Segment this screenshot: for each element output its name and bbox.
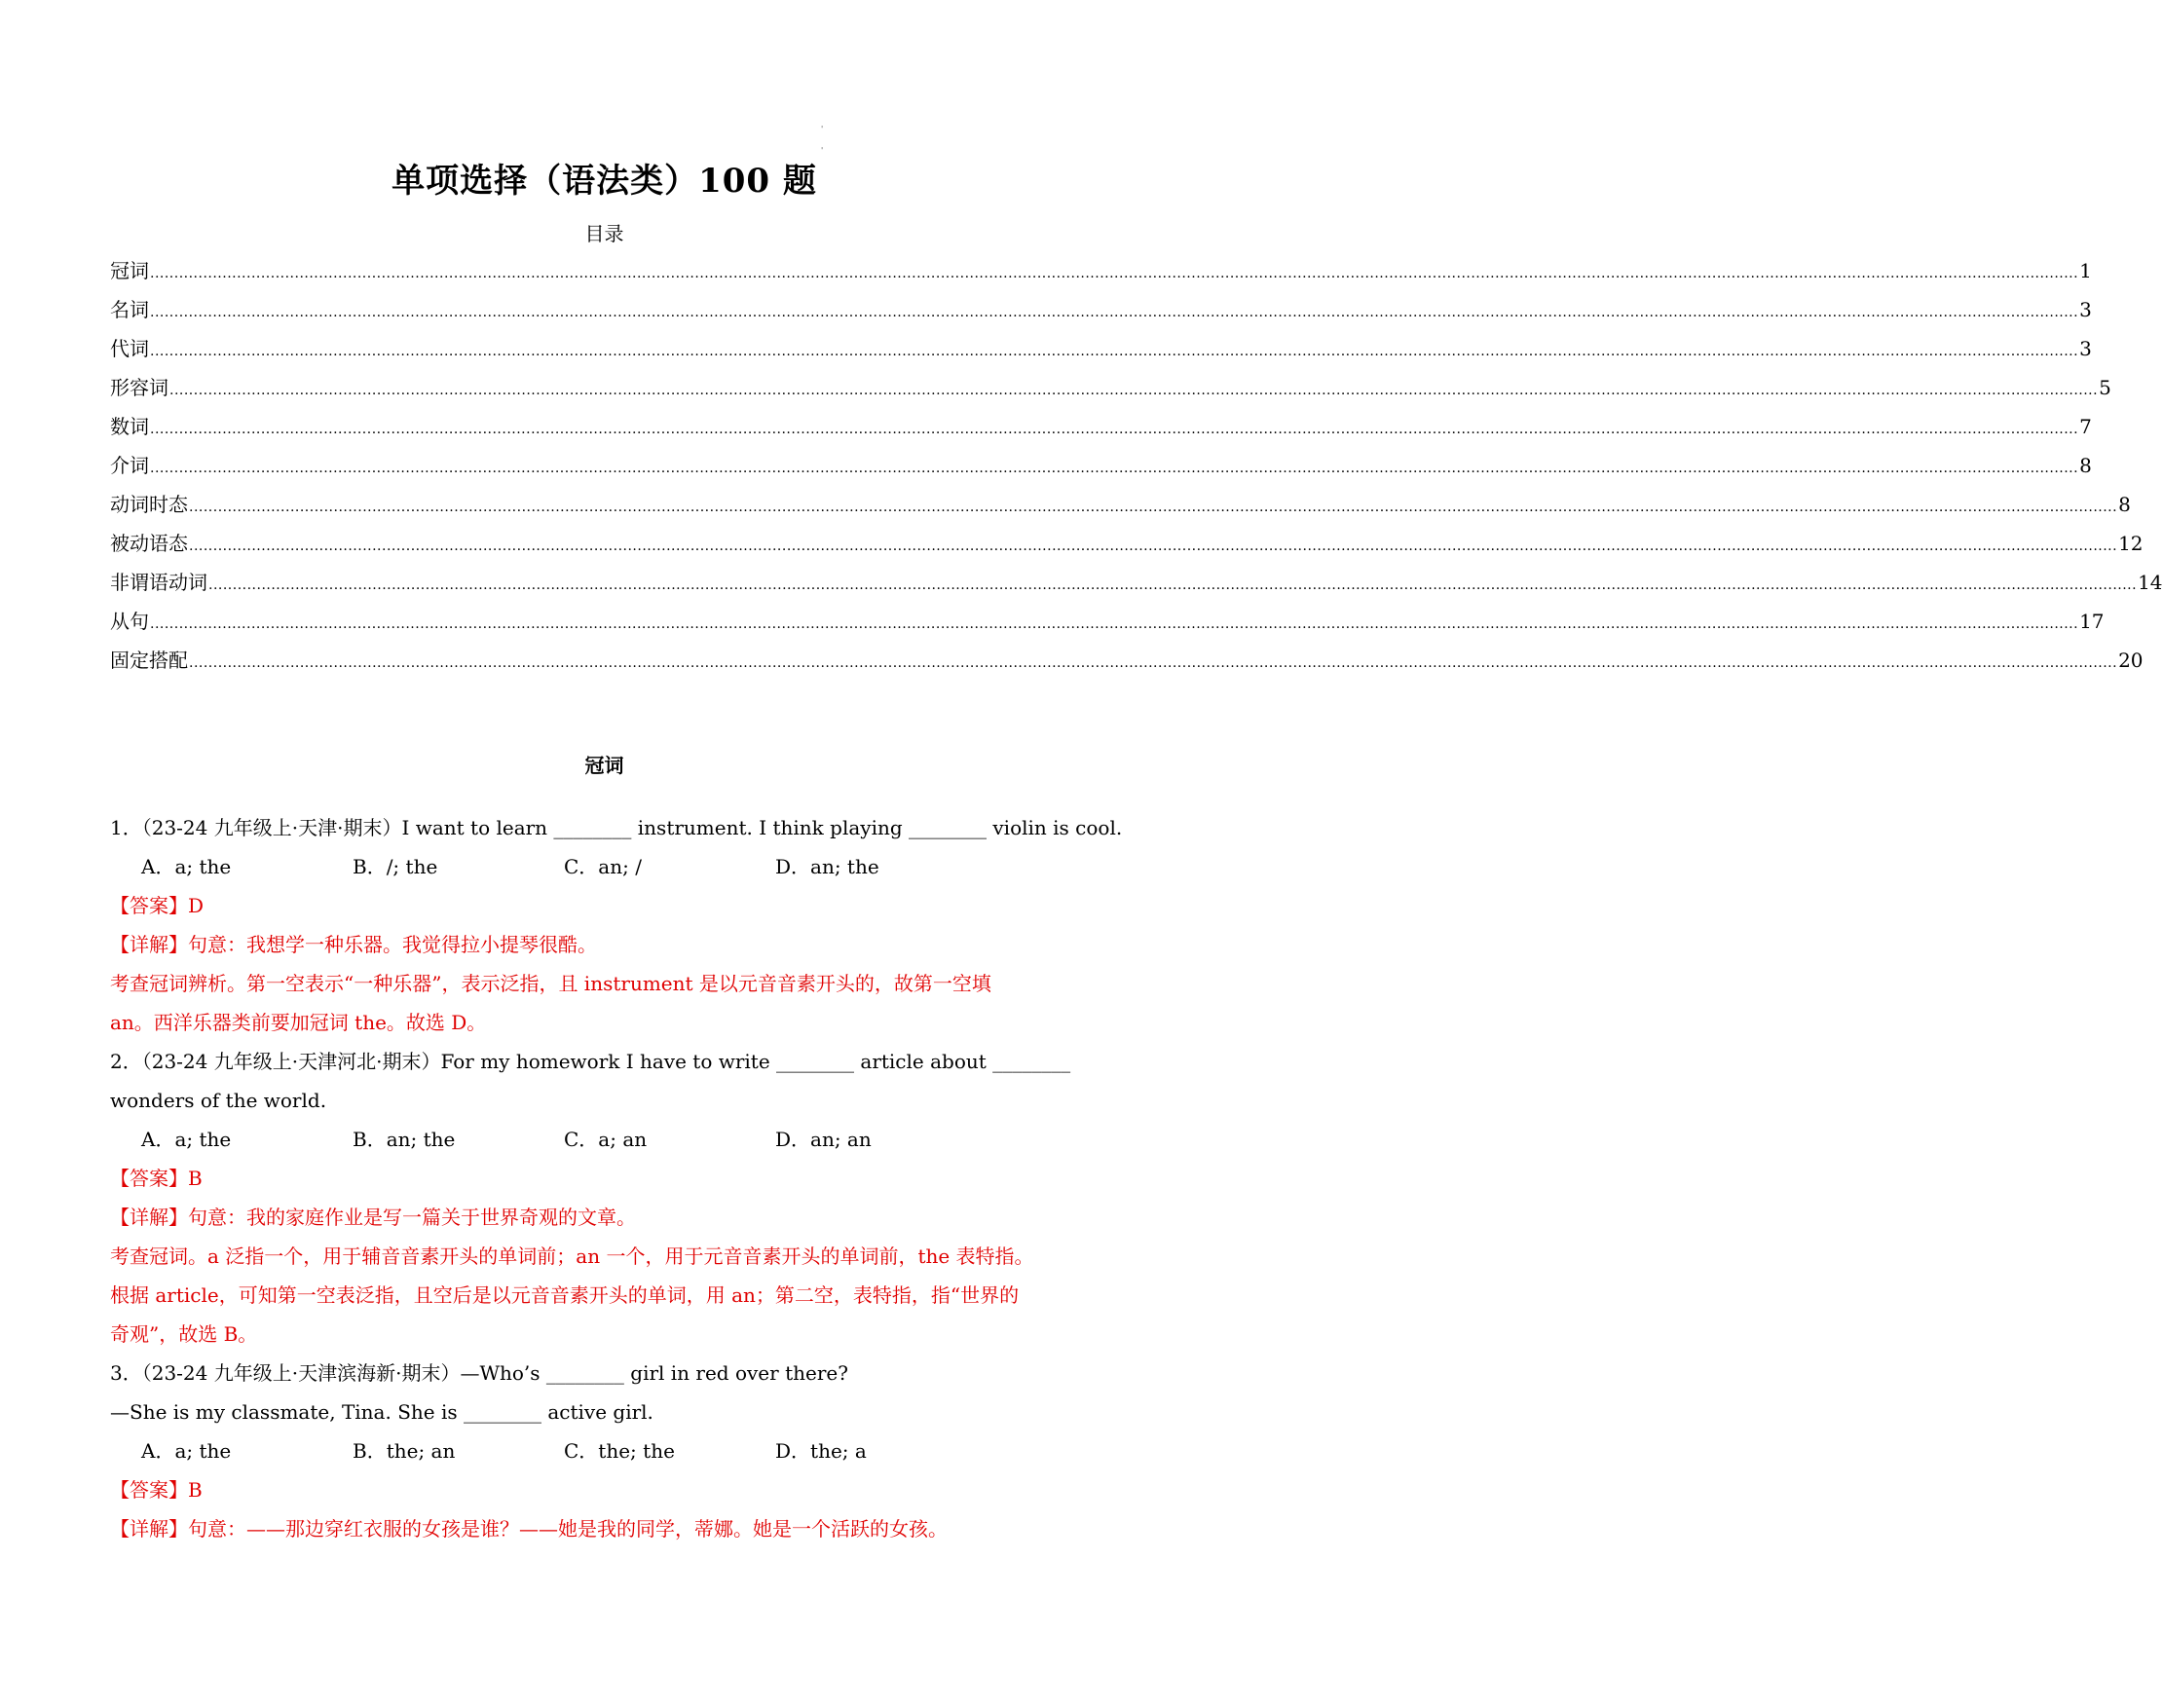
toc-entry-page: 14 (2138, 571, 2163, 594)
toc-entry-page: 20 (2118, 649, 2144, 672)
toc-entry-label: 被动语态 (110, 532, 188, 555)
toc-leader-dots: ................................................................................................................................................................................................................................................................................................................................................................................................................ (150, 461, 2079, 476)
toc-entry[interactable] (110, 489, 2131, 528)
toc-leader-dots: ................................................................................................................................................................................................................................................................................................................................................................................................................ (189, 500, 2118, 515)
answer-key: 【答案】B (110, 1478, 203, 1502)
answer-option[interactable]: D．an; an (775, 1128, 872, 1151)
toc-entry-page: 3 (2079, 298, 2092, 321)
answer-explanation: 【详解】句意：我想学一种乐器。我觉得拉小提琴很酷。 (110, 933, 597, 956)
toc-entry-page: 8 (2079, 454, 2092, 477)
toc-leader-dots: ................................................................................................................................................................................................................................................................................................................................................................................................................ (189, 655, 2118, 671)
answer-option[interactable]: B．the; an (353, 1439, 456, 1463)
question-stem: wonders of the world. (110, 1089, 327, 1112)
question-stem: 2．（23-24 九年级上·天津河北·期末）For my homework I have to write ________ article about ________ (110, 1050, 1071, 1073)
toc-entry[interactable] (110, 645, 2144, 684)
answer-key: 【答案】D (110, 894, 205, 917)
question-stem: —She is my classmate, Tina. She is ________ active girl. (110, 1400, 653, 1424)
toc-entry[interactable] (110, 411, 2092, 450)
toc-entry-page: 5 (2099, 376, 2111, 399)
answer-option[interactable]: A．a; the (141, 1128, 232, 1151)
question-block (110, 1354, 1100, 1548)
answer-option[interactable]: C．an; / (564, 855, 642, 878)
toc-entry-label: 从句 (110, 610, 149, 633)
toc-entry-page: 12 (2118, 532, 2144, 555)
answer-explanation: 根据 article，可知第一空表泛指，且空后是以元音音素开头的单词，用 an；第二空，表特指，指“世界的 (110, 1283, 1020, 1307)
toc-leader-dots: ................................................................................................................................................................................................................................................................................................................................................................................................................ (150, 616, 2079, 632)
answer-explanation: 【详解】句意：——那边穿红衣服的女孩是谁？——她是我的同学，蒂娜。她是一个活跃的女孩。 (110, 1517, 948, 1541)
toc-entry-label: 代词 (110, 337, 149, 360)
answer-explanation: an。西洋乐器类前要加冠词 the。故选 D。 (110, 1011, 487, 1034)
toc-leader-dots: ................................................................................................................................................................................................................................................................................................................................................................................................................ (189, 538, 2118, 554)
toc-entry[interactable] (110, 372, 2111, 411)
toc-entry[interactable] (110, 294, 2092, 333)
toc-entry[interactable] (110, 255, 2092, 294)
section-heading: 冠词 (584, 754, 624, 777)
toc-leader-dots: ................................................................................................................................................................................................................................................................................................................................................................................................................ (169, 383, 2099, 398)
answer-option[interactable]: A．a; the (141, 1439, 232, 1463)
table-of-contents (110, 255, 2163, 684)
toc-entry-label: 动词时态 (110, 493, 188, 516)
toc-entry-page: 3 (2079, 337, 2092, 360)
answer-option[interactable]: C．a; an (564, 1128, 648, 1151)
toc-leader-dots: ................................................................................................................................................................................................................................................................................................................................................................................................................ (150, 344, 2079, 359)
answer-option[interactable]: D．the; a (775, 1439, 867, 1463)
answer-options (110, 1120, 1100, 1159)
question-list (110, 808, 1123, 1548)
toc-entry[interactable] (110, 450, 2092, 489)
question-stem: 3．（23-24 九年级上·天津滨海新·期末）—Who’s ________ girl in red over there? (110, 1361, 848, 1385)
toc-leader-dots: ................................................................................................................................................................................................................................................................................................................................................................................................................ (150, 422, 2079, 437)
answer-option[interactable]: C．the; the (564, 1439, 675, 1463)
toc-entry-page: 8 (2118, 493, 2131, 516)
toc-entry[interactable] (110, 333, 2092, 372)
answer-options (110, 847, 1100, 886)
answer-option[interactable]: B．an; the (353, 1128, 456, 1151)
toc-heading: 目录 (584, 222, 624, 245)
toc-leader-dots: ................................................................................................................................................................................................................................................................................................................................................................................................................ (208, 577, 2138, 593)
margin-marks: ' ' (821, 125, 824, 155)
answer-options (110, 1431, 1100, 1470)
toc-entry-page: 17 (2079, 610, 2105, 633)
toc-entry-page: 7 (2079, 415, 2092, 438)
answer-option[interactable]: A．a; the (141, 855, 232, 878)
toc-entry-label: 形容词 (110, 376, 168, 399)
answer-explanation: 考查冠词辨析。第一空表示“一种乐器”，表示泛指，且 instrument 是以元音音素开头的，故第一空填 (110, 972, 991, 995)
answer-explanation: 【详解】句意：我的家庭作业是写一篇关于世界奇观的文章。 (110, 1206, 636, 1229)
document-title: 单项选择（语法类）100 题 (392, 162, 817, 201)
answer-explanation: 奇观”，故选 B。 (110, 1322, 258, 1346)
toc-entry-label: 固定搭配 (110, 649, 188, 672)
toc-leader-dots: ................................................................................................................................................................................................................................................................................................................................................................................................................ (150, 305, 2079, 320)
toc-entry-label: 冠词 (110, 259, 149, 282)
answer-key: 【答案】B (110, 1167, 203, 1190)
toc-entry-label: 介词 (110, 454, 149, 477)
toc-entry[interactable] (110, 528, 2144, 567)
toc-entry[interactable] (110, 606, 2105, 645)
toc-entry-label: 数词 (110, 415, 149, 438)
toc-leader-dots: ................................................................................................................................................................................................................................................................................................................................................................................................................ (150, 266, 2079, 281)
toc-entry-label: 非谓语动词 (110, 571, 207, 594)
question-block (110, 1042, 1100, 1354)
question-stem: 1．（23-24 九年级上·天津·期末）I want to learn ________ instrument. I think playing ________ violin is cool. (110, 816, 1123, 839)
toc-entry-label: 名词 (110, 298, 149, 321)
toc-entry-page: 1 (2079, 259, 2092, 282)
question-block (110, 808, 1123, 1042)
answer-option[interactable]: D．an; the (775, 855, 879, 878)
answer-option[interactable]: B．/; the (353, 855, 438, 878)
toc-entry[interactable] (110, 567, 2163, 606)
answer-explanation: 考查冠词。a 泛指一个，用于辅音音素开头的单词前；an 一个，用于元音音素开头的单词前，the 表特指。 (110, 1244, 1034, 1268)
